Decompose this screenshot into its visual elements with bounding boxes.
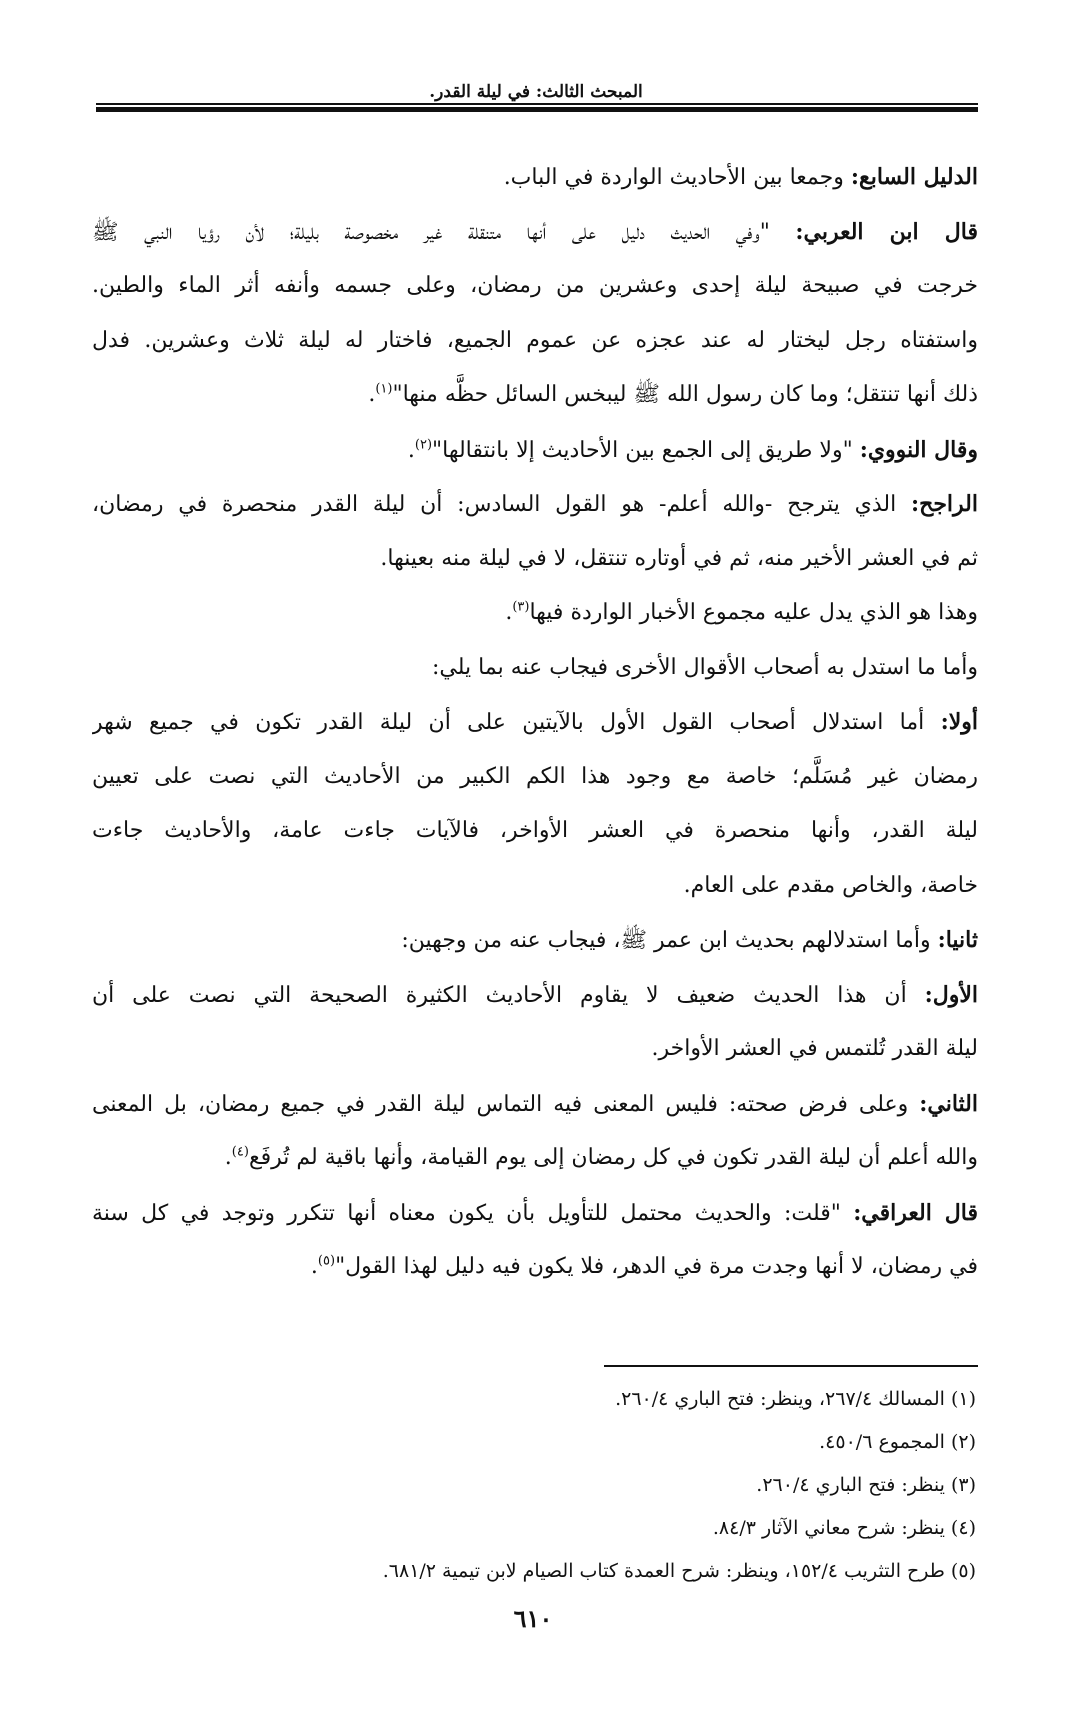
footnote-ref: (١) (375, 381, 393, 397)
main-body-text (92, 150, 978, 1295)
paragraph-lead: أولا: (940, 709, 978, 735)
paragraph (92, 477, 978, 586)
paragraph (92, 695, 978, 913)
line-tail: . (368, 382, 376, 407)
line-text: ثم في العشر الأخير منه، ثم في أوتاره تنتقل، لا في ليلة منه بعينها. (380, 545, 978, 571)
text-line (92, 913, 978, 968)
text-line (92, 1186, 978, 1241)
line-text: أن هذا الحديث ضعيف لا يقاوم الأحاديث الكثيرة الصحيحة التي نصت على أن (92, 982, 907, 1008)
line-text: ليلة القدر، وأنها منحصرة في العشر الأواخر، فالآيات جاءت عامة، والأحاديث جاءت (92, 818, 978, 843)
line-text: الذي يترجح -والله أعلم- هو القول السادس: أن ليلة القدر منحصرة في رمضان، (92, 492, 897, 517)
text-line (92, 586, 978, 641)
text-line (92, 641, 978, 696)
header-rule-thick (96, 107, 978, 112)
footnote-ref: (٥) (317, 1253, 336, 1269)
line-text: أما استدلال أصحاب القول الأول بالآيتين على أن ليلة القدر تكون في جميع شهر (92, 710, 925, 735)
paragraph (92, 913, 978, 968)
text-line (92, 750, 978, 805)
line-text: رمضان غير مُسَلَّم؛ خاصة مع وجود هذا الكم الكبير من الأحاديث التي نصت على تعيين (92, 763, 978, 789)
line-text: خاصة، والخاص مقدم على العام. (683, 872, 978, 898)
footnote-item: (١) المسالك ٢٦٧/٤، وينظر: فتح الباري ٢٦٠/٤. (615, 1388, 976, 1410)
line-tail: . (310, 1254, 318, 1279)
footnote-item: (٤) ينظر: شرح معاني الآثار ٨٤/٣. (712, 1517, 976, 1539)
paragraph (92, 423, 978, 478)
paragraph-lead: الأول: (924, 981, 978, 1008)
text-line (92, 259, 978, 314)
paragraph-lead: الدليل السابع: (850, 164, 978, 190)
text-line (92, 859, 978, 914)
paragraph-lead: قال العراقي: (853, 1199, 978, 1226)
text-line (92, 1131, 978, 1186)
line-text: والله أعلم أن ليلة القدر تكون في كل رمضان إلى يوم القيامة، وأنها باقية لم تُرفَع (248, 1145, 978, 1170)
text-line (92, 314, 978, 369)
text-line (92, 477, 978, 532)
text-line (92, 695, 978, 750)
paragraph (92, 1186, 978, 1295)
footnote-ref: (٤) (231, 1144, 249, 1160)
paragraph (92, 586, 978, 641)
line-text: وأما استدلالهم بحديث ابن عمر ﷺ، فيجاب عنه من وجهين: (401, 928, 931, 953)
paragraph (92, 968, 978, 1077)
header-rule-thin (96, 103, 978, 105)
line-tail: . (224, 1145, 232, 1170)
line-text: وأما ما استدل به أصحاب الأقوال الأخرى فيجاب عنه بما يلي: (432, 654, 978, 680)
paragraph (92, 205, 978, 423)
footnotes (96, 1378, 976, 1593)
footnote-ref: (٣) (512, 599, 530, 615)
text-line (92, 1077, 978, 1132)
line-text: وجمعا بين الأحاديث الواردة في الباب. (503, 165, 844, 190)
footnote-item: (٢) المجموع ٤٥٠/٦. (819, 1431, 976, 1453)
text-line (92, 423, 978, 478)
paragraph (92, 1077, 978, 1186)
text-line (92, 968, 978, 1023)
line-text: "وفي الحديث دليل على أنها متنقلة غير مخصوصة بليلة؛ لأن رؤيا النبي ﷺ (92, 219, 770, 245)
line-tail: . (407, 437, 415, 463)
text-line (92, 1240, 978, 1295)
paragraph-lead: الراجح: (911, 491, 978, 517)
line-text: في رمضان، لا أنها وجدت مرة في الدهر، فلا يكون فيه دليل لهذا القول" (335, 1254, 978, 1279)
footnote-item: (٥) طرح التثريب ١٥٢/٤، وينظر: شرح العمدة كتاب الصيام لابن تيمية ٦٨١/٢. (382, 1560, 976, 1582)
page-number: ٦١٠ (513, 1604, 553, 1633)
text-line (92, 150, 978, 205)
line-text: خرجت في صبيحة ليلة إحدى وعشرين من رمضان، وعلى جسمه وأنفه أثر الماء والطين. (92, 273, 978, 298)
paragraph (92, 150, 978, 205)
text-line (92, 532, 978, 587)
footnote-separator (604, 1365, 978, 1367)
paragraph (92, 641, 978, 696)
line-tail: . (505, 600, 513, 625)
paragraph-lead: ثانيا: (937, 927, 978, 953)
line-text: واستفتاه رجل ليختار له عند عجزه عن عموم الجميع، فاختار له ليلة ثلاث وعشرين. فدل (92, 327, 978, 353)
text-line (92, 804, 978, 859)
line-text: ذلك أنها تنتقل؛ وما كان رسول الله ﷺ ليبخس السائل حظَّه منها" (392, 382, 978, 407)
line-text: "ولا طريق إلى الجمع بين الأحاديث إلا بانتقالها" (432, 437, 853, 463)
text-line (92, 368, 978, 423)
text-line (92, 205, 978, 260)
footnote-item: (٣) ينظر: فتح الباري ٢٦٠/٤. (756, 1474, 976, 1496)
paragraph-lead: الثاني: (919, 1090, 978, 1117)
paragraph-lead: وقال النووي: (859, 436, 978, 463)
running-header: المبحث الثالث: في ليلة القدر. (429, 82, 643, 102)
paragraph-lead: قال ابن العربي: (795, 218, 978, 245)
line-text: "قلت: والحديث محتمل للتأويل بأن يكون معناه أنها تتكرر وتوجد في كل سنة (92, 1200, 841, 1226)
line-text: ليلة القدر تُلتمس في العشر الأواخر. (651, 1036, 978, 1061)
line-text: وعلى فرض صحته: فليس المعنى فيه التماس ليلة القدر في جميع رمضان، بل المعنى (92, 1091, 909, 1117)
footnote-ref: (٢) (414, 437, 433, 453)
line-text: وهذا هو الذي يدل عليه مجموع الأخبار الواردة فيها (529, 600, 978, 625)
text-line (92, 1022, 978, 1077)
